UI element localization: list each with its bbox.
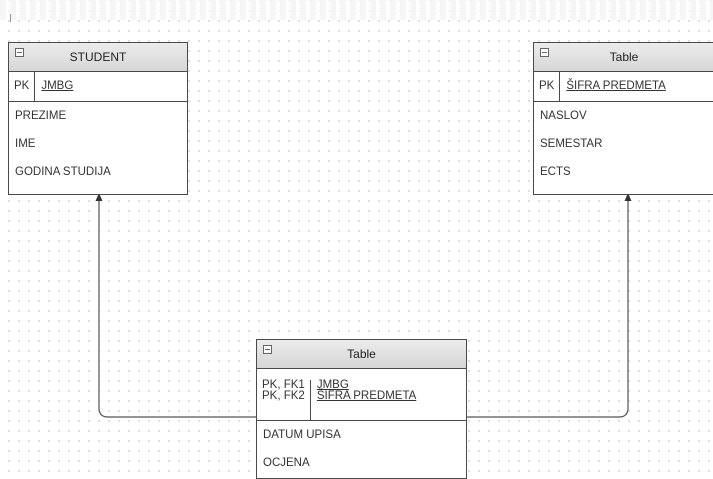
primary-key-label: PK <box>9 72 35 101</box>
composite-key-fields: JMBG ŠIFRA PREDMETA <box>316 379 417 402</box>
entity-student-title: STUDENT <box>69 50 127 64</box>
collapse-icon[interactable] <box>263 345 272 354</box>
attribute-row[interactable]: PREZIME <box>15 110 67 122</box>
attribute-row[interactable]: GODINA STUDIJA <box>15 166 111 178</box>
attribute-row[interactable]: SEMESTAR <box>540 138 603 150</box>
entity-upis-header[interactable] <box>257 340 466 369</box>
primary-key-label: PK <box>534 72 560 101</box>
entity-upis[interactable] <box>256 339 467 479</box>
entity-predmet[interactable] <box>533 42 713 195</box>
connector-upis-to-student <box>99 196 259 417</box>
entity-predmet-key-row[interactable] <box>534 72 713 102</box>
entity-upis-title: Table <box>347 347 376 361</box>
collapse-icon[interactable] <box>540 48 549 57</box>
entity-student-header[interactable] <box>9 43 187 72</box>
attribute-row[interactable]: OCJENA <box>263 457 310 469</box>
primary-key-field: ŠIFRA PREDMETA <box>566 80 666 92</box>
entity-predmet-header[interactable] <box>534 43 713 72</box>
collapse-icon[interactable] <box>15 48 24 57</box>
attribute-row[interactable]: DATUM UPISA <box>263 429 341 441</box>
composite-key-label: PK, FK1 PK, FK2 <box>257 380 311 420</box>
entity-predmet-title: Table <box>609 50 639 64</box>
attribute-row[interactable]: NASLOV <box>540 110 587 122</box>
entity-student-key-row[interactable] <box>9 72 187 102</box>
connector-upis-to-predmet <box>464 196 628 417</box>
attribute-row[interactable]: IME <box>15 138 36 150</box>
entity-student[interactable] <box>8 42 188 195</box>
attribute-row[interactable]: ECTS <box>540 166 571 178</box>
primary-key-field: JMBG <box>41 80 74 92</box>
entity-upis-key-row[interactable] <box>257 369 466 421</box>
